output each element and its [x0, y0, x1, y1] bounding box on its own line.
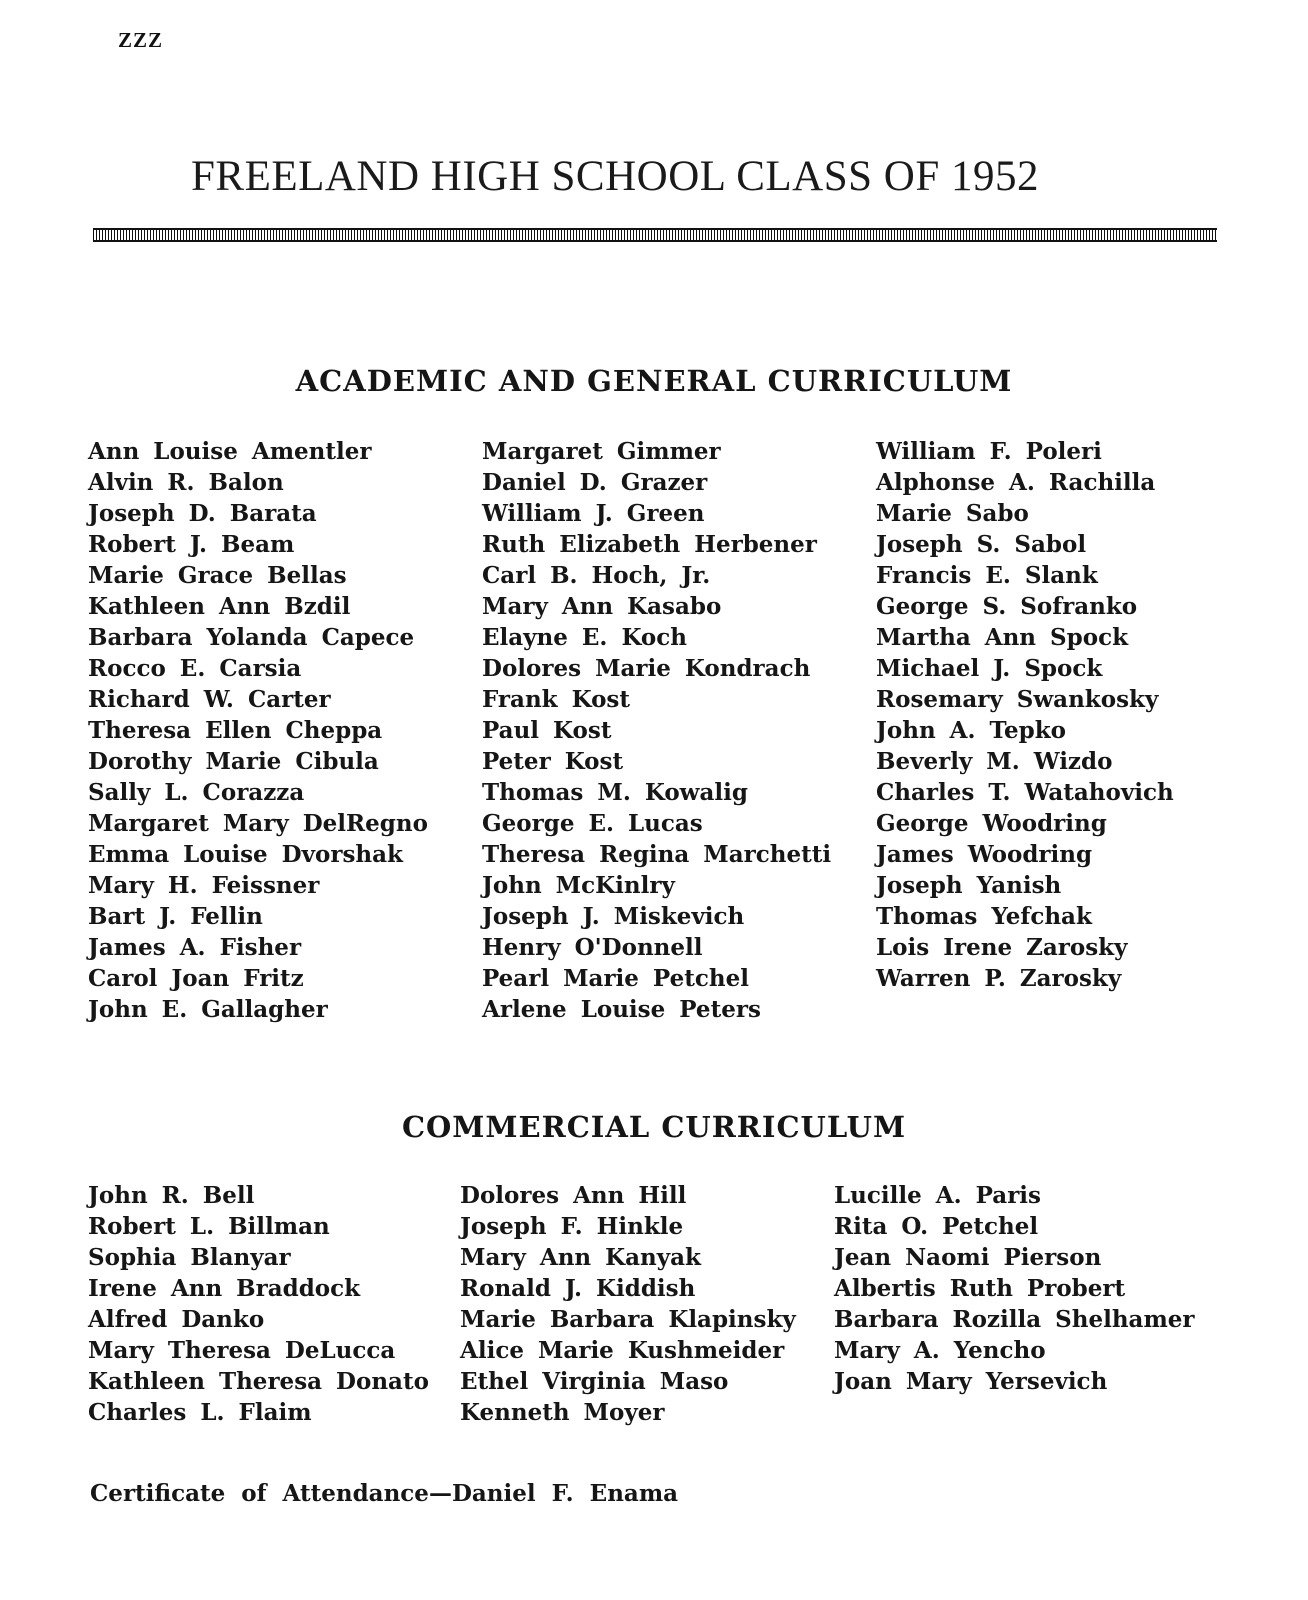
student-name: Rosemary Swankosky — [876, 686, 1159, 713]
student-name: John McKinlry — [482, 872, 675, 899]
student-name: Ruth Elizabeth Herbener — [482, 531, 817, 558]
student-name: Lucille A. Paris — [834, 1182, 1041, 1209]
student-name: Marie Barbara Klapinsky — [460, 1306, 796, 1333]
student-name: Mary A. Yencho — [834, 1337, 1046, 1364]
student-name: Lois Irene Zarosky — [876, 934, 1128, 961]
commercial-heading: COMMERCIAL CURRICULUM — [401, 1110, 907, 1144]
academic-column-3 — [876, 436, 1174, 994]
student-name: Robert J. Beam — [88, 531, 295, 558]
student-name: Margaret Mary DelRegno — [88, 810, 428, 837]
student-name: Richard W. Carter — [88, 686, 331, 713]
student-name: Thomas M. Kowalig — [482, 779, 748, 806]
student-name: Mary Theresa DeLucca — [88, 1337, 396, 1364]
student-name: Charles L. Flaim — [88, 1399, 312, 1426]
student-name: Ethel Virginia Maso — [460, 1368, 729, 1395]
student-name: Paul Kost — [482, 717, 612, 744]
student-name: Bart J. Fellin — [88, 903, 263, 930]
student-name: Martha Ann Spock — [876, 624, 1129, 651]
commercial-column-2 — [460, 1180, 796, 1428]
student-name: Joseph D. Barata — [88, 500, 317, 527]
commercial-column-1 — [88, 1180, 429, 1428]
student-name: Margaret Gimmer — [482, 438, 721, 465]
student-name: Barbara Rozilla Shelhamer — [834, 1306, 1195, 1333]
student-name: Ann Louise Amentler — [88, 438, 372, 465]
commercial-column-3 — [834, 1180, 1195, 1397]
student-name: Barbara Yolanda Capece — [88, 624, 415, 651]
academic-column-1 — [88, 436, 428, 1025]
student-name: Arlene Louise Peters — [482, 996, 761, 1023]
student-name: William F. Poleri — [876, 438, 1102, 465]
student-name: Joseph S. Sabol — [876, 531, 1087, 558]
student-name: Marie Grace Bellas — [88, 562, 347, 589]
student-name: Mary Ann Kanyak — [460, 1244, 701, 1271]
student-name: Joseph F. Hinkle — [460, 1213, 684, 1240]
student-name: Kathleen Ann Bzdil — [88, 593, 351, 620]
student-name: James A. Fisher — [88, 934, 302, 961]
student-name: Elayne E. Koch — [482, 624, 687, 651]
student-name: Joan Mary Yersevich — [834, 1368, 1108, 1395]
student-name: Kenneth Moyer — [460, 1399, 665, 1426]
academic-column-2 — [482, 436, 831, 1025]
certificate-line: Certificate of Attendance—Daniel F. Enama — [90, 1480, 679, 1507]
student-name: Rocco E. Carsia — [88, 655, 302, 682]
student-name: Francis E. Slank — [876, 562, 1098, 589]
academic-heading: ACADEMIC AND GENERAL CURRICULUM — [295, 364, 1013, 398]
student-name: Daniel D. Grazer — [482, 469, 708, 496]
corner-mark: ZZZ — [118, 28, 164, 52]
student-name: Dorothy Marie Cibula — [88, 748, 379, 775]
student-name: Rita O. Petchel — [834, 1213, 1039, 1240]
student-name: Alphonse A. Rachilla — [876, 469, 1156, 496]
student-name: James Woodring — [876, 841, 1093, 868]
student-name: Thomas Yefchak — [876, 903, 1092, 930]
student-name: Theresa Regina Marchetti — [482, 841, 832, 868]
student-name: Charles T. Watahovich — [876, 779, 1174, 806]
student-name: Alvin R. Balon — [88, 469, 284, 496]
student-name: Marie Sabo — [876, 500, 1029, 527]
student-name: Joseph Yanish — [876, 872, 1062, 899]
student-name: Peter Kost — [482, 748, 624, 775]
student-name: George S. Sofranko — [876, 593, 1138, 620]
student-name: Kathleen Theresa Donato — [88, 1368, 429, 1395]
student-name: Ronald J. Kiddish — [460, 1275, 696, 1302]
student-name: Mary Ann Kasabo — [482, 593, 722, 620]
student-name: Dolores Marie Kondrach — [482, 655, 811, 682]
decorative-rule — [93, 228, 1217, 242]
student-name: Pearl Marie Petchel — [482, 965, 749, 992]
student-name: William J. Green — [482, 500, 705, 527]
student-name: Dolores Ann Hill — [460, 1182, 687, 1209]
student-name: George Woodring — [876, 810, 1107, 837]
student-name: Carl B. Hoch, Jr. — [482, 562, 711, 589]
student-name: Emma Louise Dvorshak — [88, 841, 403, 868]
student-name: Mary H. Feissner — [88, 872, 320, 899]
student-name: John R. Bell — [88, 1182, 255, 1209]
student-name: Joseph J. Miskevich — [482, 903, 745, 930]
student-name: Alfred Danko — [88, 1306, 265, 1333]
student-name: John E. Gallagher — [88, 996, 328, 1023]
student-name: Theresa Ellen Cheppa — [88, 717, 383, 744]
student-name: Sally L. Corazza — [88, 779, 305, 806]
student-name: Warren P. Zarosky — [876, 965, 1122, 992]
student-name: Alice Marie Kushmeider — [460, 1337, 785, 1364]
student-name: John A. Tepko — [876, 717, 1067, 744]
student-name: Irene Ann Braddock — [88, 1275, 361, 1302]
student-name: Robert L. Billman — [88, 1213, 330, 1240]
student-name: Frank Kost — [482, 686, 631, 713]
student-name: Henry O'Donnell — [482, 934, 703, 961]
student-name: Jean Naomi Pierson — [834, 1244, 1102, 1271]
student-name: Albertis Ruth Probert — [834, 1275, 1126, 1302]
page-title: FREELAND HIGH SCHOOL CLASS OF 1952 — [190, 153, 1039, 200]
student-name: George E. Lucas — [482, 810, 703, 837]
student-name: Michael J. Spock — [876, 655, 1103, 682]
student-name: Sophia Blanyar — [88, 1244, 291, 1271]
student-name: Beverly M. Wizdo — [876, 748, 1113, 775]
student-name: Carol Joan Fritz — [88, 965, 304, 992]
